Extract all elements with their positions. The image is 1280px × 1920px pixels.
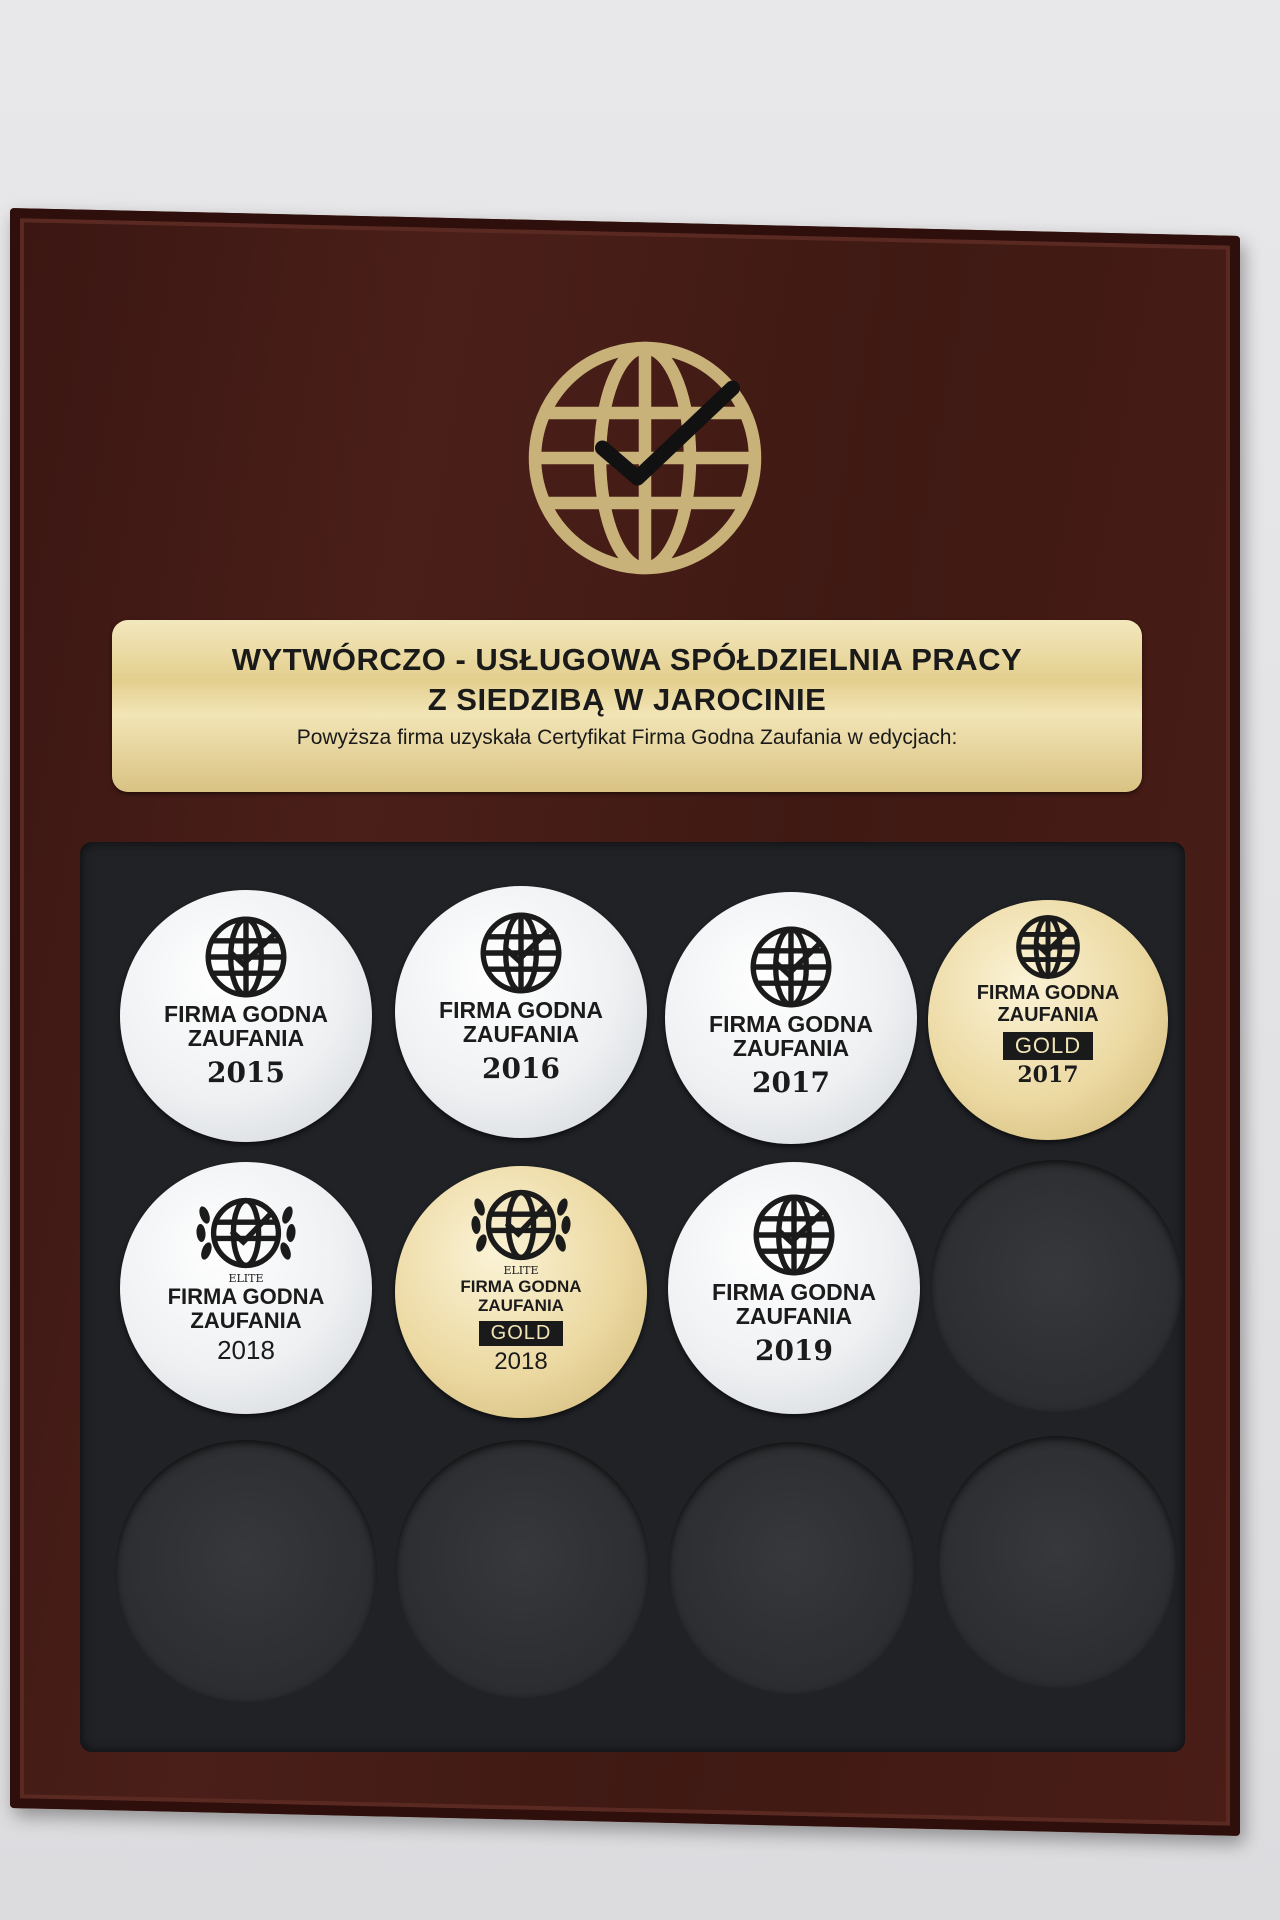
medal-gold-badge: GOLD — [1003, 1032, 1093, 1060]
company-name-plate — [112, 620, 1142, 792]
globe-icon — [476, 908, 566, 998]
medal-title: FIRMA GODNA ZAUFANIA — [976, 982, 1120, 1026]
laurel-globe-icon — [466, 1180, 576, 1270]
medal-2017 — [665, 892, 917, 1144]
certificate-subtitle: Powyższa firma uzyskała Certyfikat Firma Godna Zaufania w edycjach: — [296, 726, 958, 749]
company-name-line-2: Z SIEDZIBĄ W JAROCINIE — [427, 682, 827, 717]
medal-elite-label: ELITE — [503, 1264, 539, 1277]
medal-title: FIRMA GODNA ZAUFANIA — [712, 1279, 876, 1329]
medal-title: FIRMA GODNA ZAUFANIA — [164, 1001, 328, 1051]
company-name-line-1: WYTWÓRCZO - USŁUGOWA SPÓŁDZIELNIA PRACY — [231, 642, 1023, 677]
empty-medal-slot — [668, 1442, 916, 1694]
empty-medal-slot — [115, 1440, 377, 1702]
empty-medal-slot — [937, 1436, 1177, 1688]
medal-board — [80, 842, 1185, 1752]
medal-title: FIRMA GODNA ZAUFANIA — [460, 1277, 582, 1315]
medal-title: FIRMA GODNA ZAUFANIA — [709, 1011, 873, 1061]
medal-title: FIRMA GODNA ZAUFANIA — [167, 1284, 325, 1333]
laurel-globe-icon — [191, 1188, 301, 1278]
medal-title: FIRMA GODNA ZAUFANIA — [439, 997, 603, 1047]
medal-year: 2015 — [207, 1056, 285, 1089]
medal-year: 2017 — [1017, 1062, 1079, 1088]
medal-2019 — [668, 1162, 920, 1414]
globe-icon — [746, 922, 836, 1012]
medal-year: 2016 — [482, 1052, 560, 1085]
globe-checkmark-logo-icon — [520, 333, 770, 583]
globe-icon — [201, 912, 291, 1002]
medal-2016 — [395, 886, 647, 1138]
empty-medal-slot — [395, 1440, 650, 1698]
globe-icon — [749, 1190, 839, 1280]
medal-year: 2019 — [755, 1334, 833, 1367]
medal-elite-gold-2018 — [395, 1166, 647, 1418]
empty-medal-slot — [930, 1160, 1182, 1412]
medal-gold-2017 — [928, 900, 1168, 1140]
globe-icon — [1013, 912, 1083, 982]
medal-year: 2017 — [752, 1066, 830, 1099]
medal-elite-label: ELITE — [228, 1272, 264, 1285]
medal-year: 2018 — [217, 1335, 275, 1365]
medal-gold-badge: GOLD — [479, 1321, 564, 1346]
medal-2015 — [120, 890, 372, 1142]
medal-elite-2018 — [120, 1162, 372, 1414]
medal-year: 2018 — [494, 1348, 548, 1375]
